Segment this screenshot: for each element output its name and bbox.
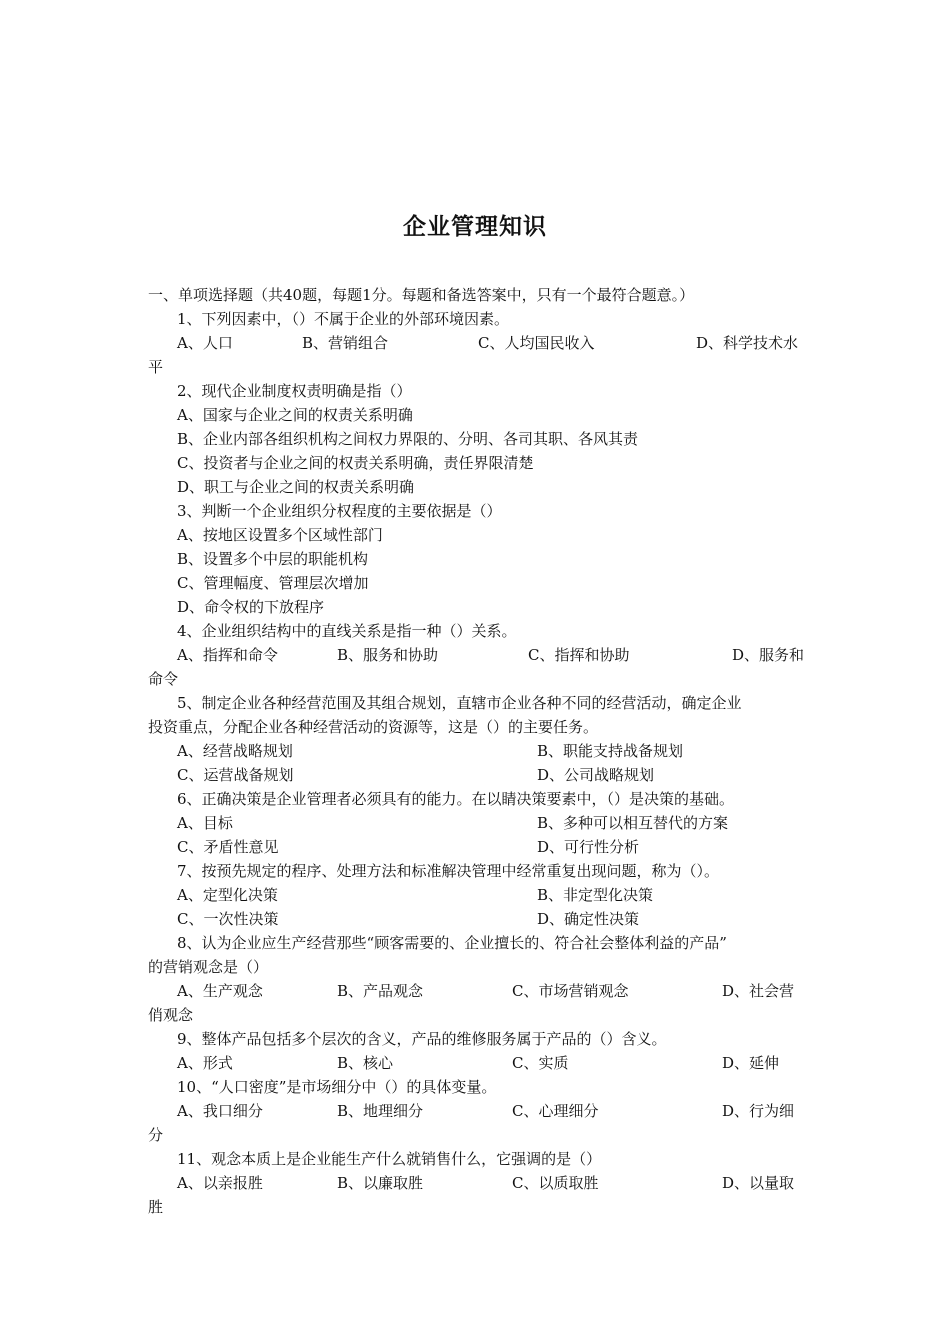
question-6-options-row-1 — [0, 813, 950, 833]
question-5-options-row-2 — [0, 765, 950, 785]
question-9-stem: 9、整体产品包括多个层次的含义，产品的维修服务属于产品的（）含义。 — [177, 1030, 667, 1048]
section-heading: 一、单项选择题（共40题，每题1分。每题和备选答案中，只有一个最符合题意。） — [148, 286, 695, 304]
option-a: A、人口 — [177, 334, 233, 352]
option-a: A、经营战略规划 — [177, 742, 293, 760]
option-a: A、定型化决策 — [177, 886, 278, 904]
question-5-options-row-1 — [0, 741, 950, 761]
option-b: B、服务和协助 — [337, 646, 439, 664]
question-6-stem: 6、正确决策是企业管理者必须具有的能力。在以睛决策要素中，（）是决策的基础。 — [177, 790, 735, 808]
option-d: D、命令权的下放程序 — [177, 598, 325, 616]
option-d: D、服务和 — [732, 646, 805, 664]
option-a: A、以亲报胜 — [177, 1174, 263, 1192]
option-c: C、管理幅度、管理层次增加 — [177, 574, 369, 592]
option-d: D、职工与企业之间的权责关系明确 — [177, 478, 415, 496]
question-3-stem: 3、判断一个企业组织分权程度的主要依据是（） — [177, 502, 502, 520]
option-b: B、产品观念 — [337, 982, 424, 1000]
question-8-options — [0, 981, 950, 1001]
question-1-options — [0, 333, 950, 353]
option-b: B、核心 — [337, 1054, 394, 1072]
option-d: D、科学技术水 — [696, 334, 799, 352]
option-d-continuation: 俏观念 — [148, 1006, 194, 1024]
question-7-options-row-1 — [0, 885, 950, 905]
question-7-options-row-2 — [0, 909, 950, 929]
option-d: D、社会营 — [722, 982, 795, 1000]
question-9-options — [0, 1053, 950, 1073]
option-d-continuation: 胜 — [148, 1198, 164, 1216]
option-d-continuation: 命令 — [148, 670, 179, 688]
option-a: A、形式 — [177, 1054, 233, 1072]
option-b: B、设置多个中层的职能机构 — [177, 550, 369, 568]
option-c: C、投资者与企业之间的权责关系明确，责任界限清楚 — [177, 454, 534, 472]
option-c: C、一次性决策 — [177, 910, 279, 928]
question-10-stem: 10、“人口密度”是市场细分中（）的具体变量。 — [177, 1078, 497, 1096]
question-5-stem: 5、制定企业各种经营范围及其组合规划，直辖市企业各种不同的经营活动，确定企业 — [177, 694, 742, 712]
option-c: C、实质 — [512, 1054, 569, 1072]
question-8-stem-continuation: 的营销观念是（） — [148, 958, 269, 976]
option-b: B、多种可以相互替代的方案 — [537, 814, 729, 832]
question-10-options — [0, 1101, 950, 1121]
option-d-continuation: 分 — [148, 1126, 164, 1144]
option-b: B、营销组合 — [302, 334, 389, 352]
option-c: C、人均国民收入 — [478, 334, 595, 352]
option-c: C、以质取胜 — [512, 1174, 599, 1192]
question-8-stem: 8、认为企业应生产经营那些“顾客需要的、企业擅长的、符合社会整体利益的产品” — [177, 934, 727, 952]
question-11-stem: 11、观念本质上是企业能生产什么就销售什么，它强调的是（） — [177, 1150, 602, 1168]
option-c: C、指挥和协助 — [528, 646, 630, 664]
question-2-stem: 2、现代企业制度权责明确是指（） — [177, 382, 412, 400]
option-d-continuation: 平 — [148, 358, 164, 376]
question-6-options-row-2 — [0, 837, 950, 857]
question-7-stem: 7、按预先规定的程序、处理方法和标准解决管理中经常重复出现问题，称为（）。 — [177, 862, 720, 880]
option-b: B、职能支持战备规划 — [537, 742, 684, 760]
option-a: A、按地区设置多个区域性部门 — [177, 526, 383, 544]
option-a: A、我口细分 — [177, 1102, 263, 1120]
option-a: A、国家与企业之间的权责关系明确 — [177, 406, 413, 424]
option-b: B、以廉取胜 — [337, 1174, 424, 1192]
option-b: B、企业内部各组织机构之间权力界限的、分明、各司其职、各风其责 — [177, 430, 639, 448]
option-b: B、地理细分 — [337, 1102, 424, 1120]
option-c: C、矛盾性意见 — [177, 838, 279, 856]
option-a: A、指挥和命令 — [177, 646, 278, 664]
option-d: D、以量取 — [722, 1174, 795, 1192]
option-d: D、可行性分析 — [537, 838, 640, 856]
option-c: C、心理细分 — [512, 1102, 599, 1120]
option-c: C、运营战备规划 — [177, 766, 294, 784]
option-c: C、市场营销观念 — [512, 982, 629, 1000]
option-d: D、公司战略规划 — [537, 766, 655, 784]
question-1-stem: 1、下列因素中，（）不属于企业的外部环境因素。 — [177, 310, 510, 328]
question-4-options — [0, 645, 950, 665]
question-5-stem-continuation: 投资重点，分配企业各种经营活动的资源等，这是（）的主要任务。 — [148, 718, 599, 736]
option-d: D、延伸 — [722, 1054, 780, 1072]
question-11-options — [0, 1173, 950, 1193]
document-title: 企业管理知识 — [403, 214, 547, 240]
option-a: A、生产观念 — [177, 982, 263, 1000]
option-d: D、确定性决策 — [537, 910, 640, 928]
option-b: B、非定型化决策 — [537, 886, 654, 904]
option-d: D、行为细 — [722, 1102, 795, 1120]
option-a: A、目标 — [177, 814, 233, 832]
question-4-stem: 4、企业组织结构中的直线关系是指一种（）关系。 — [177, 622, 517, 640]
